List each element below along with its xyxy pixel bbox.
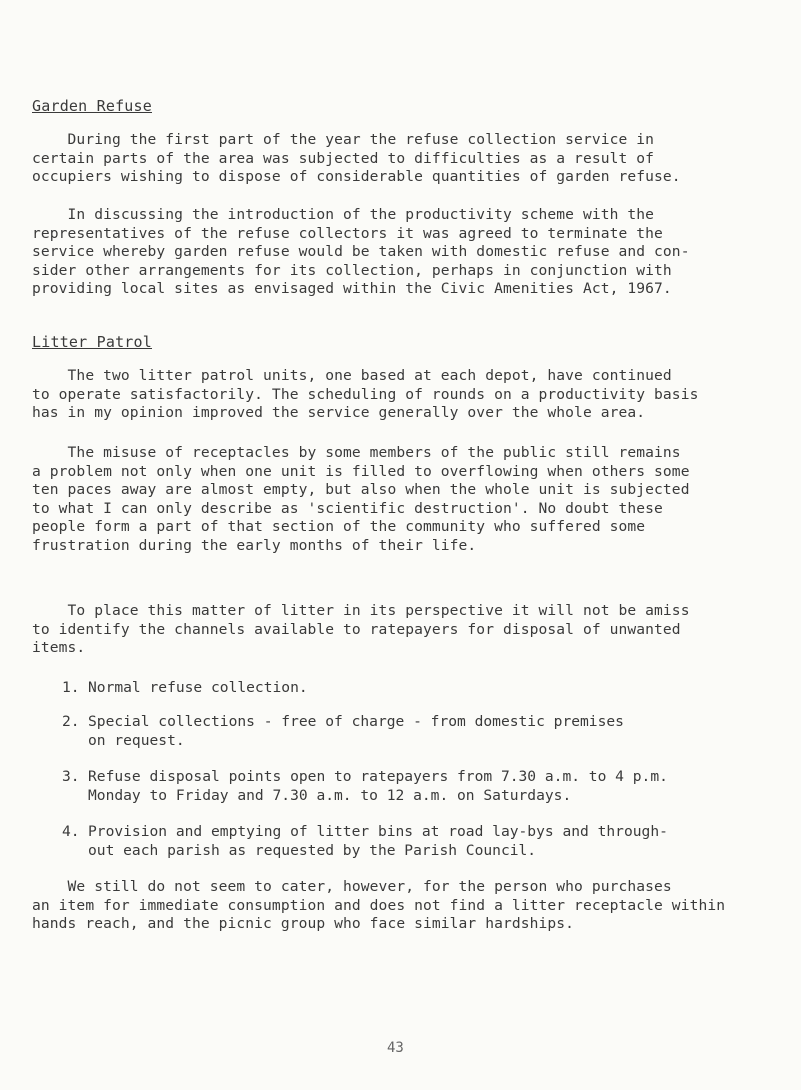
litter-patrol-paragraph-2: The misuse of receptacles by some members of the public still remains a problem not only when one unit is filled to overflowing when others some ten paces away are almost empty, but also when the whole unit is subjected to what I can only describe as 'scientific destruction'. No doubt these people form a part of that section of the community who suffered some frustration during the early months of their life. xyxy=(32,444,690,554)
page-number: 43 xyxy=(387,1040,404,1056)
list-item-number: 2. xyxy=(62,713,80,730)
list-item-text: Provision and emptying of litter bins at road lay-bys and through- out each parish as requested by the Parish Council. xyxy=(88,823,668,859)
section-heading-litter-patrol: Litter Patrol xyxy=(32,333,152,351)
litter-patrol-paragraph-1: The two litter patrol units, one based at each depot, have continued to operate satisfactorily. The scheduling of rounds on a productivity basis has in my opinion improved the service generally over the whole area. xyxy=(32,367,699,421)
litter-patrol-paragraph-3: To place this matter of litter in its perspective it will not be amiss to identify the channels available to ratepayers for disposal of unwanted items. xyxy=(32,602,690,656)
garden-refuse-paragraph-1: During the first part of the year the refuse collection service in certain parts of the area was subjected to difficulties as a result of occupiers wishing to dispose of considerable quantities of garden refuse. xyxy=(32,131,681,185)
section-heading-garden-refuse: Garden Refuse xyxy=(32,97,152,115)
garden-refuse-paragraph-2: In discussing the introduction of the productivity scheme with the representatives of the refuse collectors it was agreed to terminate the service whereby garden refuse would be taken with domestic refuse and con- sider other arrangements for its collection, perhaps in conjunction with providing local sites as envisaged within the Civic Amenities Act, 1967. xyxy=(32,206,690,297)
closing-paragraph: We still do not seem to cater, however, for the person who purchases an item for immediate consumption and does not find a litter receptacle within hands reach, and the picnic group who face similar hardships. xyxy=(32,878,726,932)
list-item-number: 4. xyxy=(62,823,80,840)
list-item-number: 1. xyxy=(62,679,80,696)
list-item-text: Special collections - free of charge - from domestic premises on request. xyxy=(88,713,624,749)
list-item-text: Refuse disposal points open to ratepayers from 7.30 a.m. to 4 p.m. Monday to Friday and 7.30 a.m. to 12 a.m. on Saturdays. xyxy=(88,768,668,804)
list-item-number: 3. xyxy=(62,768,80,785)
list-item-text: Normal refuse collection. xyxy=(88,679,308,696)
